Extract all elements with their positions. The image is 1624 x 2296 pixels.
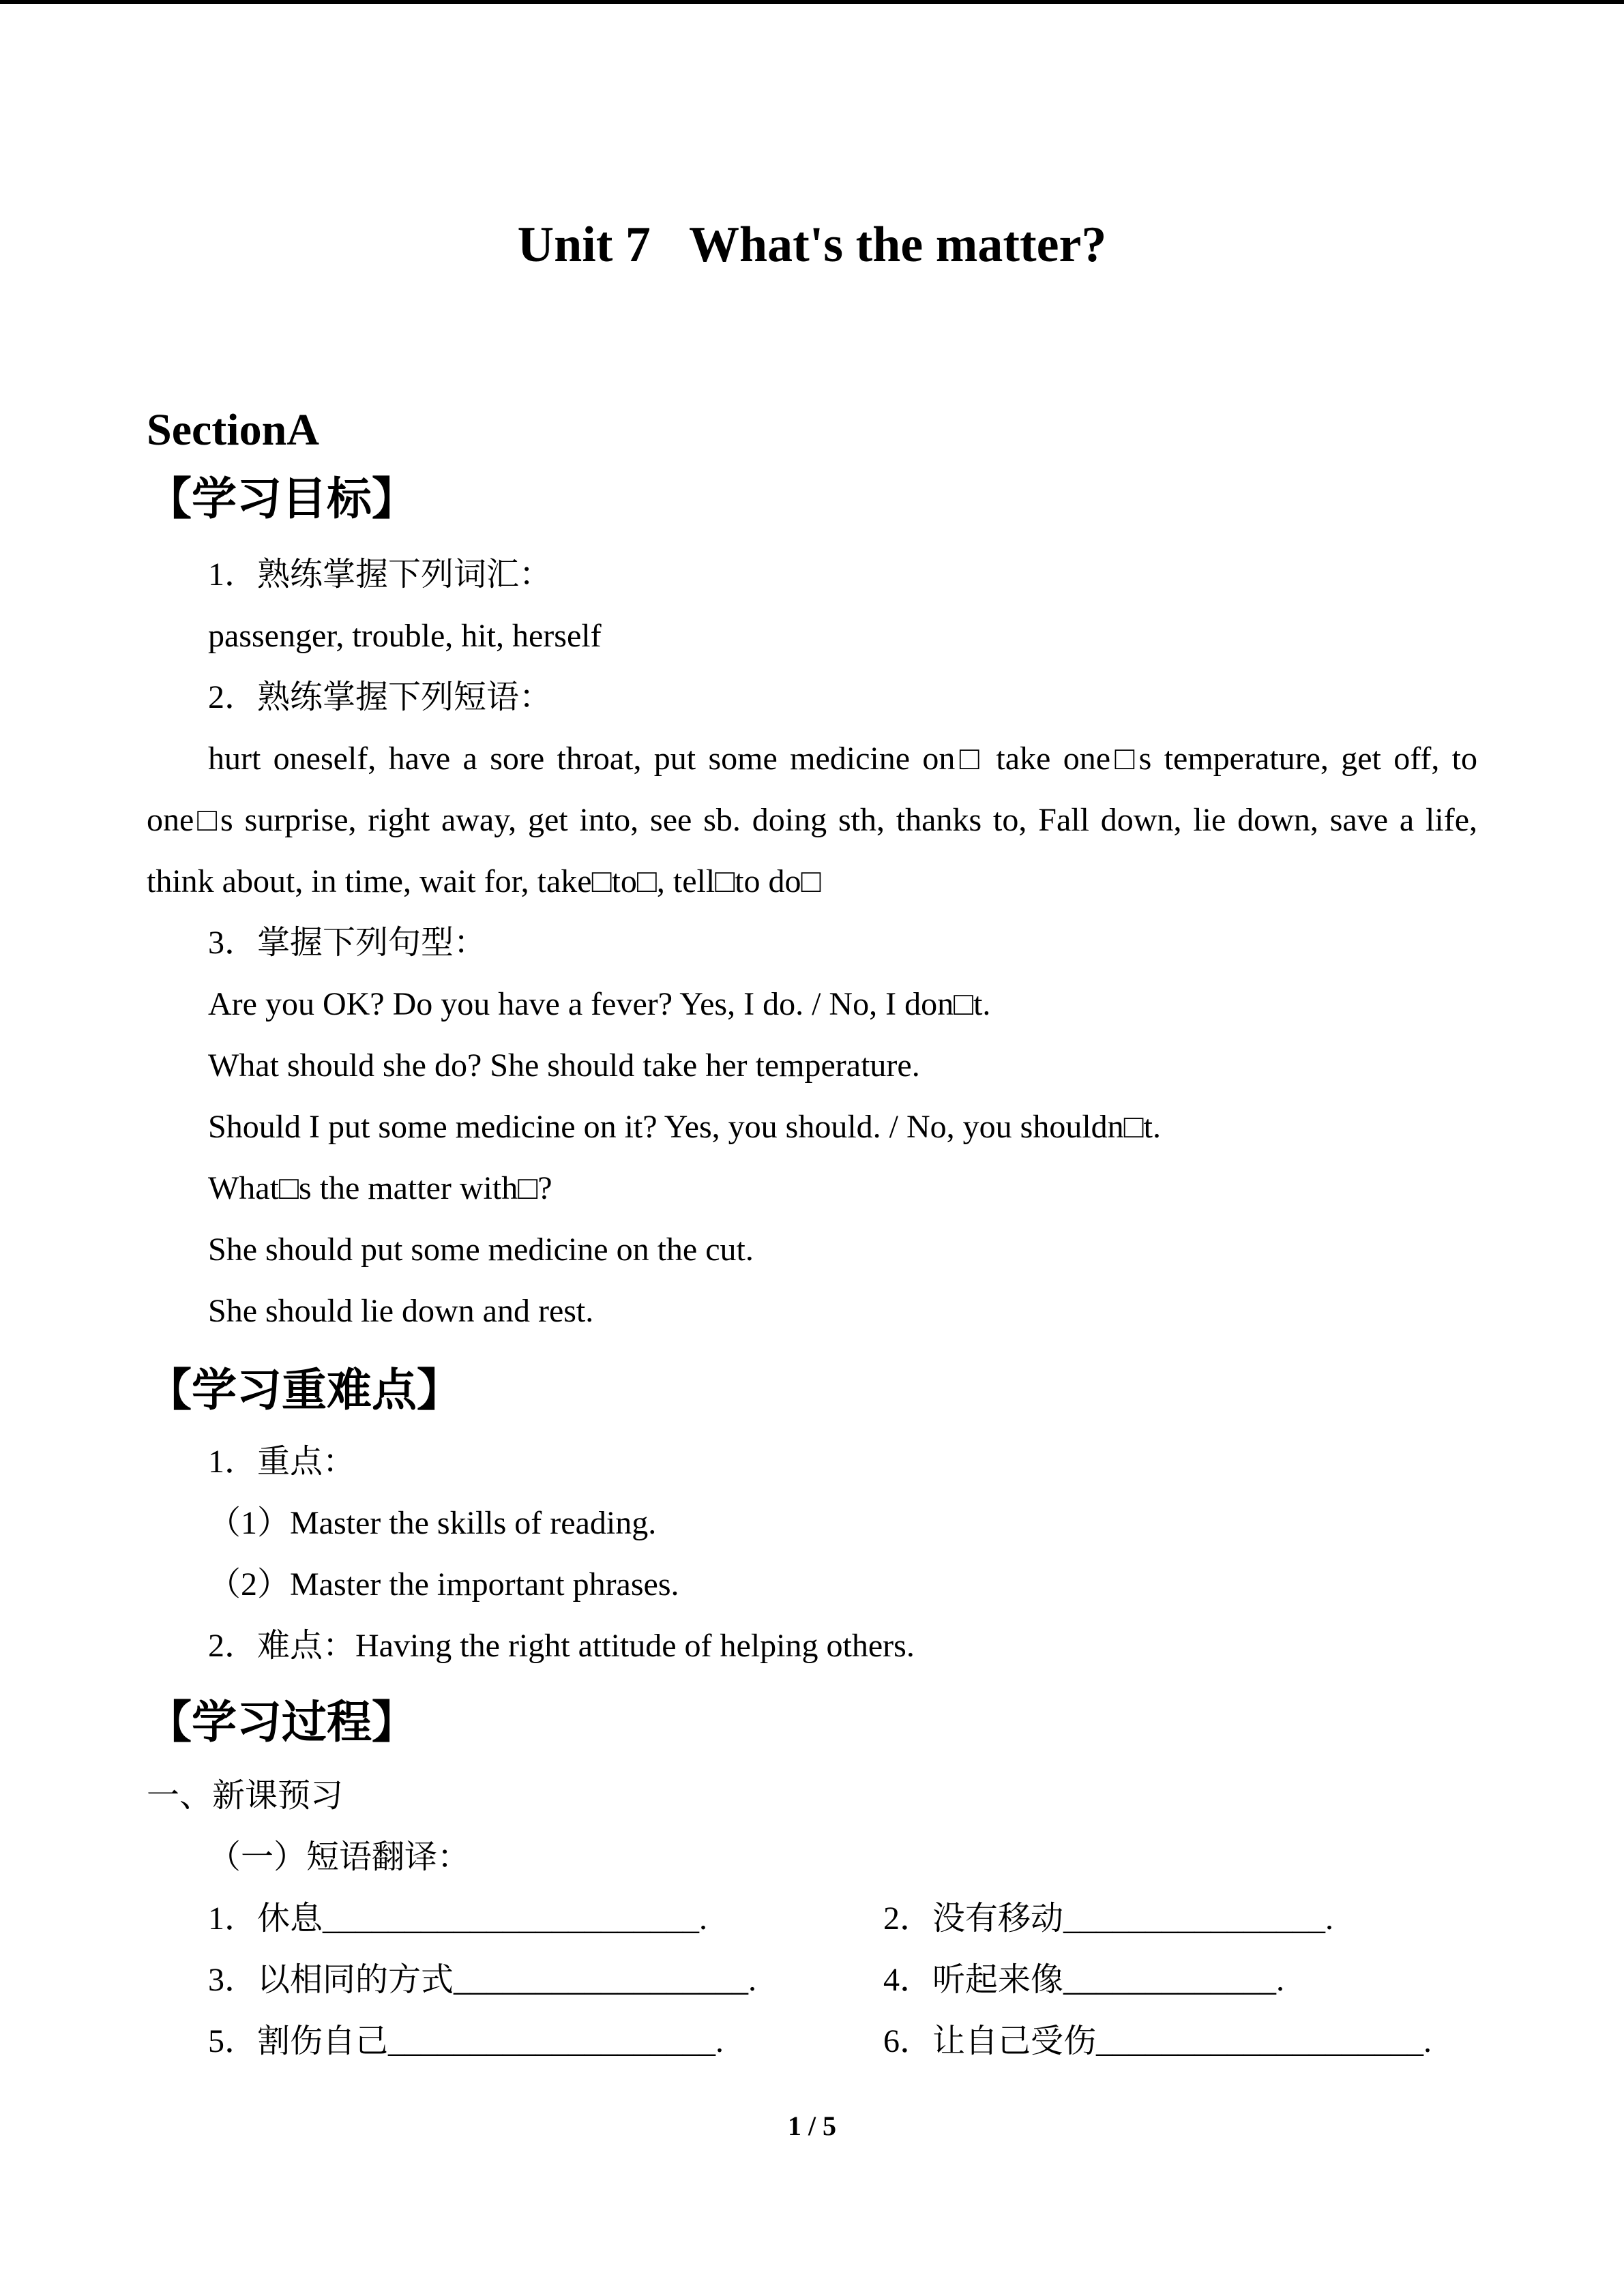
title-question: What's the matter? bbox=[688, 217, 1107, 273]
key-points-heading: 【学习重难点】 bbox=[147, 1366, 462, 1416]
objectives-block bbox=[147, 544, 1477, 1342]
objective-item-2: 2．熟练掌握下列短语： bbox=[208, 679, 552, 715]
objective-item-3: 3．掌握下列句型： bbox=[208, 925, 487, 961]
sentence-line-5: She should put some medicine on the cut. bbox=[208, 1232, 754, 1268]
sentence-line-3: Should I put some medicine on it? Yes, you should. / No, you shouldn□t. bbox=[208, 1109, 1161, 1145]
key-point-sub-1: （1）Master the skills of reading. bbox=[208, 1505, 657, 1541]
phrases-paragraph: hurt oneself, have a sore throat, put some medicine on□ take one□s temperature, get off, to one□s surprise, right away, get into, see sb. doing sth, thanks to, Fall down, lie down, save a life, think about, in time, wait for, take□to□, tell□to do□ bbox=[147, 741, 1477, 899]
blank-item-4: 4．听起来像_____________. bbox=[883, 1962, 1285, 1998]
sentence-line-6: She should lie down and rest. bbox=[208, 1293, 594, 1329]
blank-item-5: 5．割伤自己____________________. bbox=[208, 2023, 724, 2059]
vocab-list: passenger, trouble, hit, herself bbox=[208, 618, 602, 654]
process-heading: 【学习过程】 bbox=[147, 1698, 417, 1748]
key-point-item-1: 1．重点： bbox=[208, 1444, 356, 1480]
sentence-line-2: What should she do? She should take her temperature. bbox=[208, 1047, 920, 1084]
key-point-item-2: 2．难点：Having the right attitude of helping others. bbox=[208, 1628, 915, 1664]
sentence-line-1: Are you OK? Do you have a fever? Yes, I do. / No, I don□t. bbox=[208, 986, 991, 1022]
blank-item-6: 6．让自己受伤____________________. bbox=[883, 2023, 1432, 2059]
title-unit: Unit 7 bbox=[517, 217, 651, 273]
page-title bbox=[147, 215, 1477, 274]
blank-item-2: 2．没有移动________________. bbox=[883, 1900, 1334, 1937]
process-sub-heading: （一）短语翻译： bbox=[208, 1839, 471, 1875]
section-heading: SectionA bbox=[147, 405, 319, 455]
process-block bbox=[147, 1765, 1477, 2072]
key-points-block bbox=[147, 1431, 1477, 1677]
sentence-line-4: What□s the matter with□? bbox=[208, 1170, 552, 1206]
process-part-1: 一、新课预习 bbox=[147, 1778, 344, 1814]
objective-item-1: 1．熟练掌握下列词汇： bbox=[208, 556, 552, 593]
key-point-sub-2: （2）Master the important phrases. bbox=[208, 1566, 679, 1602]
blank-item-1: 1．休息_______________________. bbox=[208, 1900, 708, 1937]
page-number: 1 / 5 bbox=[787, 2111, 837, 2141]
phrase-translation-list bbox=[208, 1888, 1477, 2072]
objectives-heading: 【学习目标】 bbox=[147, 475, 417, 524]
document-content bbox=[147, 215, 1477, 2072]
top-border bbox=[0, 0, 1624, 4]
blank-item-3: 3．以相同的方式__________________. bbox=[208, 1962, 757, 1998]
